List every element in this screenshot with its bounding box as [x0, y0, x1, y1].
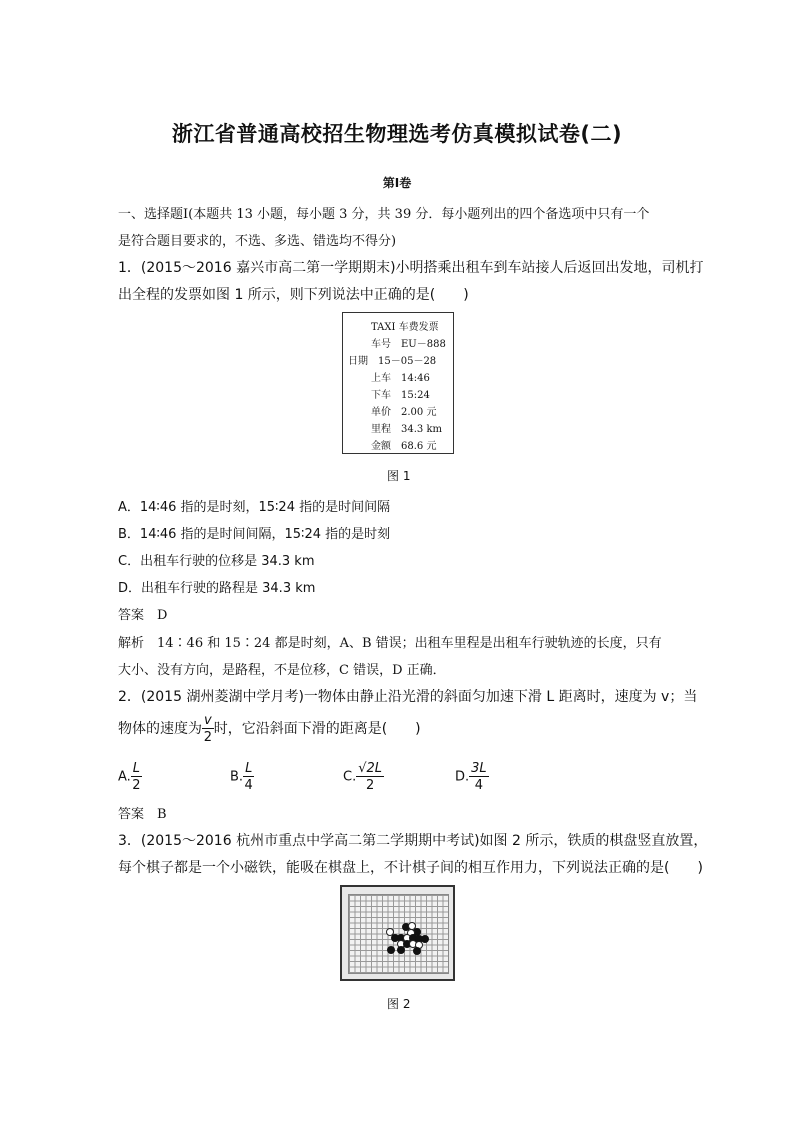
option-numerator: L	[132, 761, 141, 776]
receipt-date: 日期 15－05－28	[348, 356, 437, 367]
q1-analysis-line2: 大小、没有方向，是路程，不是位移，C 错误，D 正确．	[118, 663, 446, 678]
option-label: A.	[118, 769, 131, 785]
page-title: 浙江省普通高校招生物理选考仿真模拟试卷(二)	[171, 122, 623, 146]
q2-option-d	[455, 762, 489, 792]
q1-option-c: C．出租车行驶的位移是 34.3 km	[118, 554, 315, 569]
receipt-mileage: 里程 34.3 km	[371, 424, 442, 435]
q2-stem-text-b: 时，它沿斜面下滑的距离是( )	[213, 721, 421, 737]
q2-option-b	[230, 762, 254, 792]
option-denominator: 2	[132, 778, 141, 793]
q2-option-a	[118, 762, 142, 792]
option-label: D.	[455, 769, 470, 785]
q1-option-b: B．14∶46 指的是时间间隔，15∶24 指的是时刻	[118, 527, 391, 542]
q1-option-a: A．14∶46 指的是时刻，15∶24 指的是时间间隔	[118, 500, 391, 515]
section-header-line2: 是符合题目要求的，不选、多选、错选均不得分)	[118, 234, 397, 249]
q2-velocity-fraction	[202, 714, 214, 744]
taxi-receipt-figure	[342, 312, 454, 454]
receipt-unit-price: 单价 2.00 元	[371, 407, 437, 418]
q1-answer: 答案 D	[118, 608, 168, 623]
figure2-caption: 图 2	[387, 997, 411, 1011]
option-label: B.	[230, 769, 244, 785]
q2-answer: 答案 B	[118, 807, 167, 822]
option-numerator: √2L	[358, 761, 383, 776]
section-header-line1: 一、选择题Ⅰ(本题共 13 小题，每小题 3 分，共 39 分．每小题列出的四个备选项中只有一个	[118, 207, 650, 222]
volume-heading: 第Ⅰ卷	[382, 176, 412, 190]
fraction-numerator: v	[204, 713, 212, 728]
option-numerator: 3L	[471, 761, 487, 776]
option-label: C.	[343, 769, 357, 785]
option-denominator: 2	[365, 778, 375, 793]
q2-stem-line2	[118, 714, 421, 744]
go-board-figure	[340, 885, 455, 981]
q1-stem-line1: 1．(2015～2016 嘉兴市高二第一学期期末)小明搭乘出租车到车站接人后返回出发地，司机打	[118, 260, 704, 276]
receipt-amount: 金额 68.6 元	[371, 441, 437, 452]
q1-analysis-line1: 解析 14∶46 和 15∶24 都是时刻，A、B 错误；出租车里程是出租车行驶轨迹的长度，只有	[118, 636, 662, 651]
q3-stem-line2: 每个棋子都是一个小磁铁，能吸在棋盘上，不计棋子间的相互作用力，下列说法正确的是( )	[118, 860, 703, 876]
receipt-alight-time: 下车 15:24	[371, 390, 430, 401]
fraction-denominator: 2	[203, 730, 212, 745]
receipt-board-time: 上车 14:46	[371, 373, 430, 384]
q1-stem-line2: 出全程的发票如图 1 所示，则下列说法中正确的是( )	[118, 287, 469, 303]
receipt-header: TAXI 车费发票	[371, 322, 439, 333]
receipt-car-no: 车号 EU－888	[371, 339, 446, 350]
board-grid	[348, 894, 449, 974]
q3-stem-line1: 3．(2015～2016 杭州市重点中学高二第二学期期中考试)如图 2 所示，铁质的棋盘竖直放置，	[118, 833, 708, 849]
q2-stem-text-a: 物体的速度为	[118, 721, 202, 737]
q1-option-d: D．出租车行驶的路程是 34.3 km	[118, 581, 316, 596]
figure1-caption: 图 1	[387, 469, 411, 483]
option-numerator: L	[245, 761, 253, 776]
black-stone	[397, 946, 405, 954]
black-stone	[413, 947, 421, 955]
q2-option-c	[343, 762, 384, 792]
black-stone	[387, 946, 395, 954]
q2-stem-line1: 2．(2015 湖州菱湖中学月考)一物体由静止沿光滑的斜面匀加速下滑 L 距离时，速度为 v；当	[118, 689, 698, 705]
option-denominator: 4	[474, 778, 484, 793]
option-denominator: 4	[244, 778, 253, 793]
